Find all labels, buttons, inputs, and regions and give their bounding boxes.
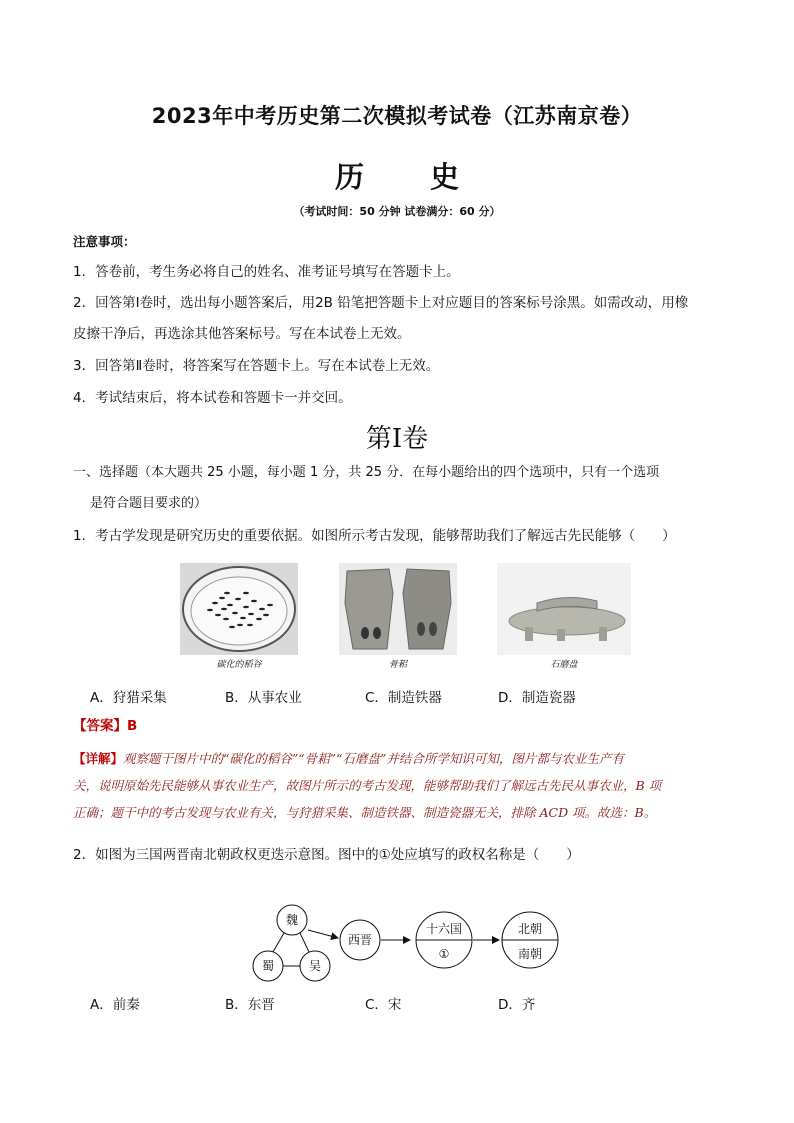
analysis-line-3: 正确；题干中的考古发现与农业有关，与狩猎采集、制造铁器、制造瓷器无关，排除 ACD 项。故选：B。 (73, 805, 657, 820)
document-title: 2023年中考历史第二次模拟考试卷（江苏南京卷） (151, 104, 643, 128)
q2-option-a: A．前秦 (90, 997, 140, 1013)
wei-label: 魏 (285, 913, 299, 927)
q1-answer: 【答案】B (73, 718, 138, 734)
south-label: 南朝 (517, 947, 543, 961)
exam-info: （考试时间：50 分钟 试卷满分：60 分） (293, 205, 501, 218)
notice-heading: 注意事项： (73, 234, 136, 249)
subject-title: 历 史 (334, 160, 488, 194)
notice-item: 1．答卷前，考生务必将自己的姓名、准考证号填写在答题卡上。 (73, 264, 460, 280)
notice-item: 2．回答第Ⅰ卷时，选出每小题答案后，用2B 铅笔把答题卡上对应题目的答案标号涂黑。如需改动，用橡 (73, 295, 689, 311)
q1-option-b: B．从事农业 (225, 690, 302, 706)
notice-item: 3．回答第Ⅱ卷时，将答案写在答题卡上。写在本试卷上无效。 (73, 358, 440, 374)
carbonized-rice-caption: 碳化的稻谷 (216, 660, 262, 670)
wu-label: 吴 (308, 959, 322, 973)
analysis-line-2: 关，说明原始先民能够从事农业生产，故图片所示的考古发现，能够帮助我们了解远古先民从事农业，B 项 (73, 778, 662, 793)
shu-label: 蜀 (261, 959, 275, 973)
sixteen-label: 十六国 (425, 922, 463, 936)
volume-title: 第Ⅰ卷 (365, 424, 429, 454)
q2-option-d: D．齐 (498, 997, 536, 1013)
grinding-stone-caption: 石磨盘 (550, 660, 578, 670)
analysis-line-1: 观察题干图片中的“碳化的稻谷”“骨耜”“石磨盘”并结合所学知识可知，图片都与农业生产有 (123, 751, 624, 766)
notice-item: 皮擦干净后，再选涂其他答案标号。写在本试卷上无效。 (73, 326, 411, 342)
q1-analysis (73, 745, 728, 826)
bone-spade-image (339, 563, 457, 655)
question-2-stem: 2．如图为三国两晋南北朝政权更迭示意图。图中的①处应填写的政权名称是（ ） (73, 847, 580, 863)
grinding-stone-image (497, 563, 631, 655)
section-instruction: 一、选择题（本大题共 25 小题，每小题 1 分，共 25 分．在每小题给出的四个选项中，只有一个选项 (73, 465, 660, 480)
question-1-stem: 1．考古学发现是研究历史的重要依据。如图所示考古发现，能够帮助我们了解远古先民能够（ ） (73, 528, 676, 544)
q2-option-b: B．东晋 (225, 997, 275, 1013)
section-instruction-cont: 是符合题目要求的） (90, 496, 208, 511)
q1-option-d: D．制造瓷器 (498, 690, 576, 706)
q2-option-c: C．宋 (365, 997, 402, 1013)
q1-option-a: A．狩猎采集 (90, 690, 167, 706)
regime-diagram (240, 900, 570, 990)
xijin-label: 西晋 (347, 933, 373, 947)
q1-option-c: C．制造铁器 (365, 690, 442, 706)
north-label: 北朝 (517, 922, 543, 936)
carbonized-rice-image (180, 563, 298, 655)
bone-spade-caption: 骨耜 (388, 660, 407, 670)
analysis-tag: 【详解】 (73, 751, 124, 766)
notice-item: 4．考试结束后，将本试卷和答题卡一并交回。 (73, 390, 352, 406)
blank-label: ① (438, 947, 450, 961)
